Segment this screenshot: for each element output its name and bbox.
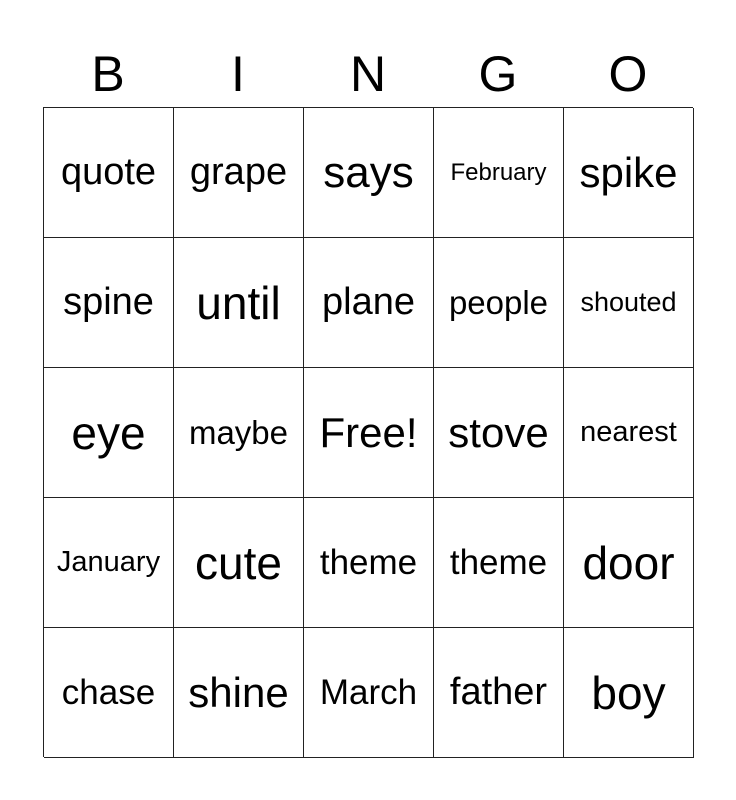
bingo-board: [43, 107, 693, 757]
bingo-cell: grape: [174, 108, 304, 238]
bingo-cell: maybe: [174, 368, 304, 498]
header-letter-g: G: [478, 46, 518, 102]
header-letter-b: B: [91, 46, 125, 102]
bingo-cell: shine: [174, 628, 304, 758]
bingo-cell: cute: [174, 498, 304, 628]
bingo-cell: spine: [44, 238, 174, 368]
bingo-cell: January: [44, 498, 174, 628]
bingo-cell: February: [434, 108, 564, 238]
bingo-cell: stove: [434, 368, 564, 498]
bingo-cell: says: [304, 108, 434, 238]
bingo-cell: shouted: [564, 238, 694, 368]
bingo-cell: eye: [44, 368, 174, 498]
bingo-cell: theme: [434, 498, 564, 628]
bingo-cell: nearest: [564, 368, 694, 498]
header-letter-n: N: [349, 46, 387, 102]
bingo-cell: chase: [44, 628, 174, 758]
bingo-cell: spike: [564, 108, 694, 238]
bingo-cell: boy: [564, 628, 694, 758]
bingo-cell: plane: [304, 238, 434, 368]
header-letter-i: I: [231, 46, 245, 102]
bingo-cell: March: [304, 628, 434, 758]
bingo-cell: until: [174, 238, 304, 368]
header-letter-o: O: [608, 46, 648, 102]
bingo-cell: father: [434, 628, 564, 758]
bingo-cell: people: [434, 238, 564, 368]
free-space: Free!: [304, 368, 434, 498]
bingo-cell: door: [564, 498, 694, 628]
bingo-cell: quote: [44, 108, 174, 238]
bingo-cell: theme: [304, 498, 434, 628]
bingo-header: [43, 44, 693, 104]
